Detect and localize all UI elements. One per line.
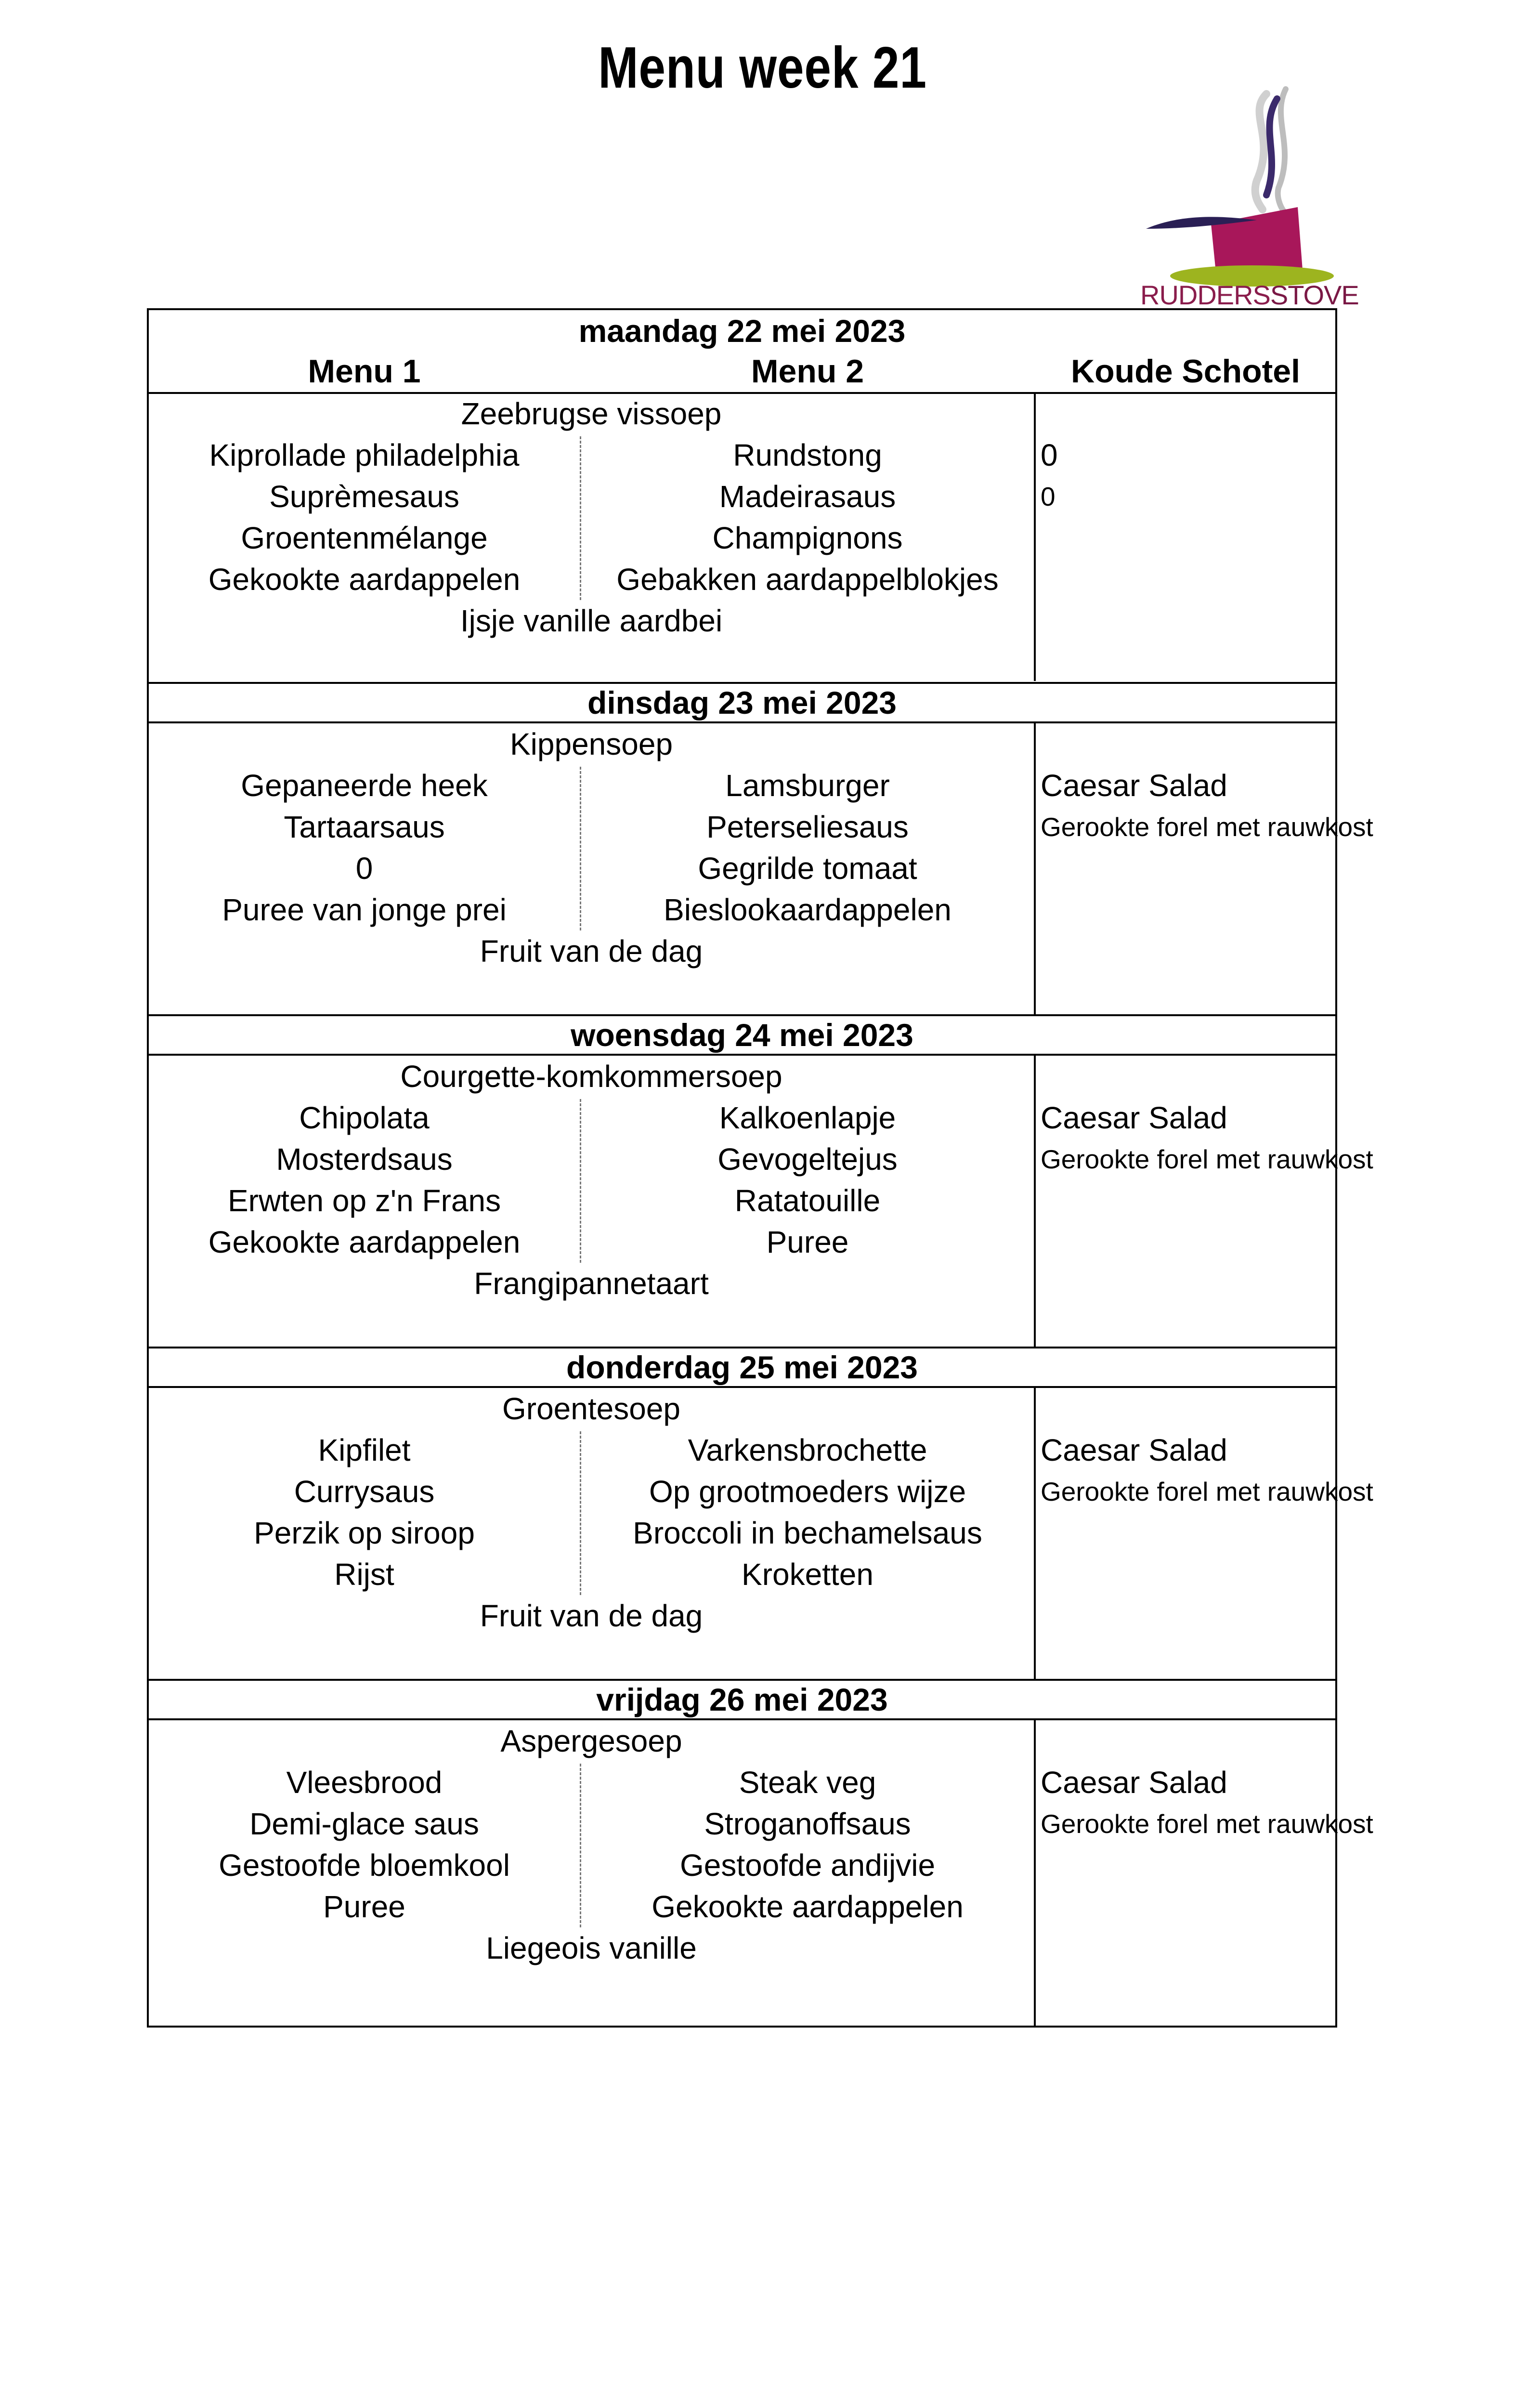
day-block: [149, 310, 1335, 682]
cold-dish: Gerookte forel met rauwkost: [1041, 812, 1373, 842]
cold-dish: Caesar Salad: [1041, 1433, 1227, 1467]
soup: Kippensoep: [509, 727, 673, 761]
dessert: Frangipannetaart: [474, 1266, 709, 1301]
menu1-item: Chipolata: [299, 1100, 430, 1135]
day-block: [149, 1347, 1373, 1679]
menu2-item: Broccoli in bechamelsaus: [633, 1516, 982, 1550]
column-header-cold: Koude Schotel: [1070, 353, 1301, 390]
menu1-item: Demi-glace saus: [249, 1806, 479, 1841]
cold-dish: Gerookte forel met rauwkost: [1041, 1477, 1373, 1506]
soup: Zeebrugse vissoep: [461, 396, 722, 431]
menu1-item: Tartaarsaus: [284, 810, 445, 844]
menu1-item: Gepaneerde heek: [241, 768, 488, 803]
menu1-item: Mosterdsaus: [276, 1142, 453, 1177]
weekly-menu-table: [147, 308, 1373, 2028]
column-divider: [1034, 1056, 1036, 1347]
menu1-item: Kiprollade philadelphia: [209, 438, 520, 472]
logo-wordmark: RUDDERSSTOVE: [1140, 280, 1359, 310]
menu2-item: Op grootmoeders wijze: [649, 1474, 966, 1509]
soup: Aspergesoep: [500, 1724, 682, 1758]
menu2-item: Gevogeltejus: [717, 1142, 898, 1177]
menu1-item: Gekookte aardappelen: [208, 562, 521, 597]
menu1-item: Perzik op siroop: [254, 1516, 475, 1550]
dessert: Ijsje vanille aardbei: [460, 603, 723, 638]
column-header-menu2: Menu 2: [751, 353, 864, 390]
day-header: donderdag 25 mei 2023: [149, 1347, 1335, 1388]
menu2-item: Gebakken aardappelblokjes: [616, 562, 999, 597]
cold-dish: Gerookte forel met rauwkost: [1041, 1144, 1373, 1174]
menu1-item: 0: [355, 851, 373, 886]
menu1-item: Rijst: [334, 1557, 394, 1592]
menu1-item: Gekookte aardappelen: [208, 1225, 521, 1259]
menu2-item: Gestoofde andijvie: [679, 1848, 936, 1883]
menu2-item: Bieslookaardappelen: [664, 892, 951, 927]
column-divider: [1034, 723, 1036, 1014]
column-divider: [1034, 1388, 1036, 1679]
column-header-menu1: Menu 1: [308, 353, 421, 390]
menu2-item: Kroketten: [742, 1557, 873, 1592]
menu1-item: Vleesbrood: [286, 1765, 443, 1800]
rudders-stove-logo: [1136, 84, 1339, 311]
cold-dish: Caesar Salad: [1041, 1765, 1227, 1800]
menu2-item: Steak veg: [739, 1765, 876, 1800]
menu1-item: Erwten op z'n Frans: [227, 1183, 501, 1218]
menu2-item: Puree: [766, 1225, 849, 1259]
menu1-item: Currysaus: [294, 1474, 435, 1509]
soup: Courgette-komkommersoep: [400, 1059, 782, 1094]
dessert: Fruit van de dag: [480, 934, 703, 968]
cold-dish: 0: [1041, 438, 1058, 472]
cold-dish: Gerookte forel met rauwkost: [1041, 1809, 1373, 1839]
menu2-item: Gegrilde tomaat: [698, 851, 917, 886]
column-divider: [1034, 1720, 1036, 2026]
page-title: Menu week 21: [598, 35, 927, 100]
dessert: Liegeois vanille: [486, 1931, 697, 1965]
column-divider: [1034, 393, 1036, 681]
menu2-item: Stroganoffsaus: [704, 1806, 911, 1841]
day-header: woensdag 24 mei 2023: [149, 1014, 1335, 1056]
day-header: vrijdag 26 mei 2023: [149, 1679, 1335, 1720]
dessert: Fruit van de dag: [480, 1598, 703, 1633]
day-header: dinsdag 23 mei 2023: [149, 682, 1335, 723]
menu2-item: Madeirasaus: [719, 479, 896, 514]
menu1-item: Gestoofde bloemkool: [219, 1848, 510, 1883]
menu2-item: Ratatouille: [734, 1183, 881, 1218]
menu2-item: Gekookte aardappelen: [652, 1889, 964, 1924]
day-block: [149, 1014, 1373, 1347]
menu2-item: Kalkoenlapje: [719, 1100, 896, 1135]
day-block: [149, 1679, 1373, 2026]
cold-dish: Caesar Salad: [1041, 768, 1227, 803]
menu1-item: Groentenmélange: [241, 521, 488, 555]
menu1-item: Puree: [323, 1889, 405, 1924]
menu2-item: Varkensbrochette: [688, 1433, 927, 1467]
menu1-item: Suprèmesaus: [269, 479, 459, 514]
menu2-item: Peterseliesaus: [706, 810, 909, 844]
menu1-item: Puree van jonge prei: [222, 892, 507, 927]
day-block: [149, 682, 1373, 1014]
menu2-item: Champignons: [712, 521, 903, 555]
menu1-item: Kipfilet: [318, 1433, 411, 1467]
menu2-item: Rundstong: [733, 438, 882, 472]
cold-dish: Caesar Salad: [1041, 1100, 1227, 1135]
day-header: maandag 22 mei 2023: [578, 313, 906, 349]
cold-dish: 0: [1041, 482, 1056, 511]
soup: Groentesoep: [502, 1391, 681, 1426]
menu2-item: Lamsburger: [725, 768, 890, 803]
